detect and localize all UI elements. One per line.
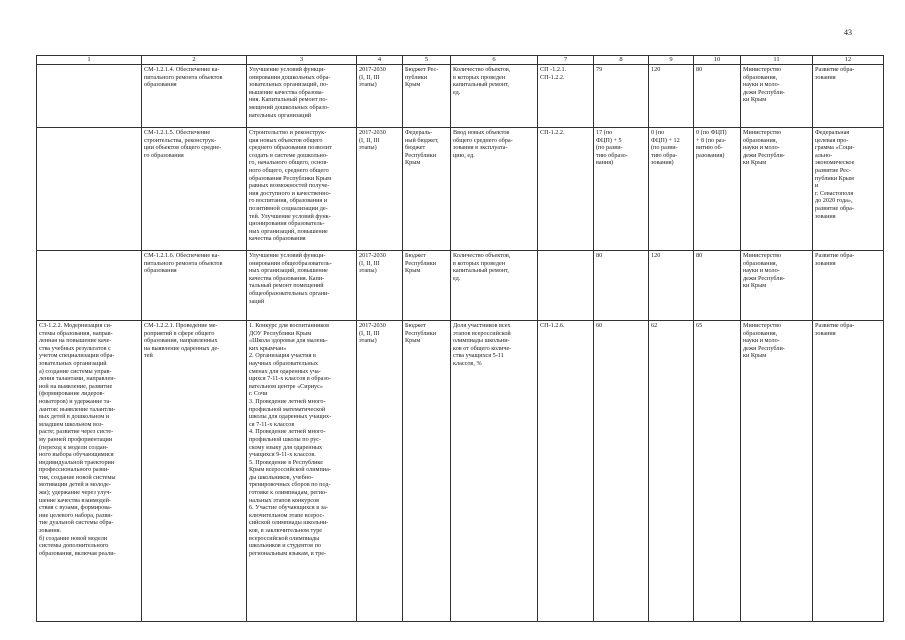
table-row [37,321,884,622]
table-cell: 2017-2030 (I, II, III этапы) [357,321,403,622]
table-cell: Улучшение условий функци- онирования дошкольных обра- зовательных организаций, по- вышение качества образова- ния. Капитальный ремонт по- мещений дошкольных образо- вательных организаций [247,65,357,128]
table-cell: Улучшение условий функци- онирования общеобразователь- ных организаций, повышение качества образования. Капи- тальный ремонт помещений общеобразовательных органи- заций [247,251,357,321]
table-cell: СП-1.2.6. [538,321,594,622]
header-row [37,56,884,65]
table-cell: Ввод новых объектов общего среднего обра- зования в эксплуата- цию, ед. [451,128,538,251]
table-cell [37,251,142,321]
table-cell: Министерство образования, науки и моло- дежи Республи- ки Крым [741,128,813,251]
table-cell [37,65,142,128]
table-cell: Министерство образования, науки и моло- дежи Республи- ки Крым [741,251,813,321]
table-cell: Бюджет Рес- публики Крым [403,65,451,128]
program-table [36,55,884,622]
table-cell: Количество объектов, в которых проведен капитальный ремонт, ед. [451,65,538,128]
header-cell: 5 [403,56,451,65]
table-cell: 120 [649,65,694,128]
table-cell [538,251,594,321]
header-cell: 8 [594,56,649,65]
table-row [37,251,884,321]
table-cell: 80 [694,251,741,321]
table-cell: Федеральная целевая про- грамма «Соци- ально- экономическое развитие Рес- публики Крым и г. Севастополя до 2020 года», развитие обра- зования [813,128,884,251]
table-cell: 1. Конкурс для воспитанников ДОУ Республики Крым «Школа здоровья для малень- ких крымчан» 2. Организация участия в научных образовательных сменах для одаренных уча- щихся 7-11-х классов в образо- вательном центре «Сириус» г. Сочи 3. Проведение летней много- профильной математической школы для одаренных учащих- ся 7-11-х классов 4. Проведение летней много- профильной школы по рус- скому языку для одаренных учащихся 9-11-х классов. 5. Проведение в Республике Крым всероссийской олимпиа- ды школьников, учебно- тренировочных сборов по под- готовке к олимпиадам, регио- нальных этапов конкурсов 6. Участие обучающихся в за- ключительном этапе всерос- сийской олимпиады школьни- ков, в заключительном туре всероссийской олимпиады школьников и студентов по региональным языкам, в тре- [247,321,357,622]
table-cell: 60 [594,321,649,622]
table-cell: 62 [649,321,694,622]
table-cell: Федераль- ный бюджет, бюджет Республики Крым [403,128,451,251]
header-cell: 2 [142,56,247,65]
table-cell: 65 [694,321,741,622]
table-cell: 80 [594,251,649,321]
table-cell: 17 (по ФЦП) + 5 (по разви- тию образо- вания) [594,128,649,251]
table-cell: Бюджет Республики Крым [403,321,451,622]
table-cell: СМ-1.2.2.1. Проведение ме- роприятий в сфере общего образования, направленных на выявление одаренных де- тей [142,321,247,622]
table-row [37,65,884,128]
table-cell: 0 (по ФЦП) + 8 (по раз- витию об- разования) [694,128,741,251]
table-cell: 120 [649,251,694,321]
table-row [37,128,884,251]
header-cell: 10 [694,56,741,65]
table-cell: 2017-2030 (I, II, III этапы) [357,65,403,128]
table-cell: Развитие обра- зования [813,251,884,321]
table-cell: Количество объектов, в которых проведен капитальный ремонт, ед. [451,251,538,321]
header-cell: 1 [37,56,142,65]
header-cell: 7 [538,56,594,65]
table-cell: 2017-2030 (I, II, III этапы) [357,251,403,321]
table-cell: 2017-2030 (I, II, III этапы) [357,128,403,251]
table-cell: СМ-1.2.1.6. Обеспечение ка- питального ремонта объектов образования [142,251,247,321]
table-cell: 0 (по ФЦП) + 12 (по разви- тию обра- зования) [649,128,694,251]
table-cell: Министерство образования, науки и моло- дежи Республи- ки Крым [741,321,813,622]
table-cell: Развитие обра- зования [813,65,884,128]
table-cell: Министерство образования, науки и моло- дежи Республи- ки Крым [741,65,813,128]
table-cell: Доля участников всех этапов всероссийской олимпиады школьни- ков от общего количе- ства учащихся 5-11 классов, % [451,321,538,622]
table-cell [37,128,142,251]
header-cell: 4 [357,56,403,65]
page-number: 43 [844,28,852,37]
table-cell: Строительство и реконструк- ция новых объектов общего среднего образования позволит создать в системе дошкольно- го, начального общего, основ- ного общего, среднего общего образования Республики Крым равных возможностей получе- ния доступного и качественно- го воспитания, образования и позитивной социализации де- тей. Улучшение условий функ- ционирования образователь- ных организаций, повышение качества образования [247,128,357,251]
table-cell: СП -1.2.1. СП-1.2.2. [538,65,594,128]
table-cell: 79 [594,65,649,128]
table-cell: 80 [694,65,741,128]
table-cell: Развитие обра- зования [813,321,884,622]
table-cell: СМ-1.2.1.4. Обеспечение ка- питального ремонта объектов образования [142,65,247,128]
table-cell: СП-1.2.2. [538,128,594,251]
header-cell: 12 [813,56,884,65]
table-cell: СЗ-1.2.2. Модернизация си- стемы образования, направ- ленная на повышение каче- ства учебных результатов с учетом специализации обра- зовательных организаций а) создание системы управ- ления талантами, направлен- ной на выявление, развитие (формирование лидеров- новаторов) и удержание та- лантов: выявление талантли- вых детей в дошкольном и младшем школьном воз- расте; развитие через систе- му ранней профориентации (переход к модели создан- ного выбора обучающимися индивидуальной траектории профессионального разви- тия, создание новой системы мотивации детей и молоде- жи); удержание через улуч- шение качества взаимодей- ствия с вузами, формирова- ние целевого набора, разви- тие дуальной системы обра- зования. б) создание новой модели системы дополнительного образования, включая реали- [37,321,142,622]
header-cell: 11 [741,56,813,65]
header-cell: 6 [451,56,538,65]
header-cell: 3 [247,56,357,65]
table-cell: СМ-1.2.1.5. Обеспечение строительства, реконструк- ции объектов общего средне- го образования [142,128,247,251]
header-cell: 9 [649,56,694,65]
table-cell: Бюджет Республики Крым [403,251,451,321]
